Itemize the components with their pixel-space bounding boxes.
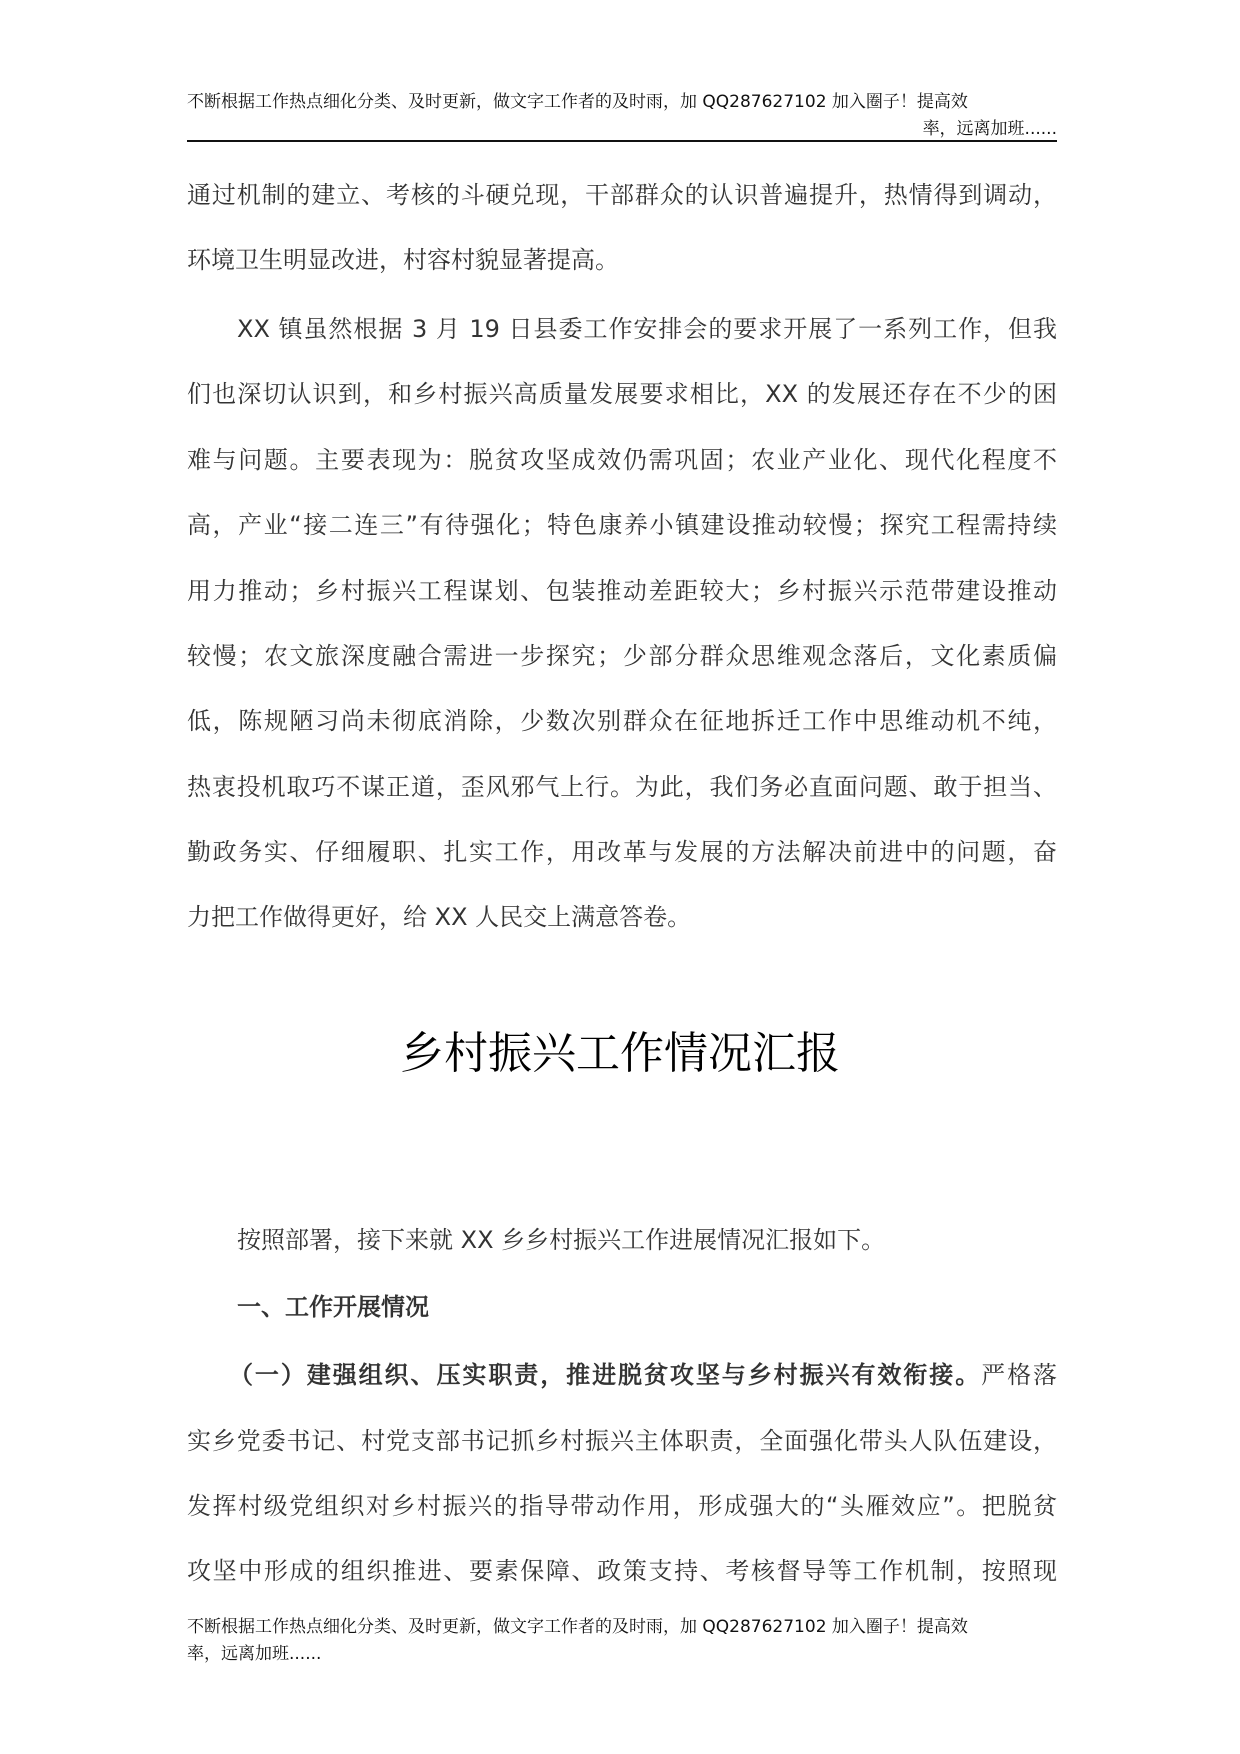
body-line: 实乡党委书记、村党支部书记抓乡村振兴主体职责，全面强化带头人队伍建设， [187, 1427, 1057, 1455]
section-heading: 一、工作开展情况 [237, 1293, 429, 1321]
body-line: 难与问题。主要表现为：脱贫攻坚成效仍需巩固；农业产业化、现代化程度不 [187, 446, 1057, 474]
body-line: 力把工作做得更好，给 XX 人民交上满意答卷。 [187, 903, 692, 931]
header-rule [187, 140, 1057, 142]
body-line: 低，陈规陋习尚未彻底消除，少数次别群众在征地拆迁工作中思维动机不纯， [187, 707, 1057, 735]
page-footer-line1: 不断根据工作热点细化分类、及时更新，做文字工作者的及时雨，加 QQ287627102 加入圈子！提高效 [187, 1617, 968, 1637]
body-line: 较慢；农文旅深度融合需进一步探究；少部分群众思维观念落后，文化素质偏 [187, 642, 1057, 670]
body-line: 发挥村级党组织对乡村振兴的指导带动作用，形成强大的“头雁效应”。把脱贫 [187, 1492, 1057, 1520]
subsection-heading: （一）建强组织、压实职责，推进脱贫攻坚与乡村振兴有效衔接。 [229, 1361, 982, 1389]
body-line: 们也深切认识到，和乡村振兴高质量发展要求相比，XX 的发展还存在不少的困 [187, 380, 1057, 408]
body-line: 环境卫生明显改进，村容村貌显著提高。 [187, 246, 619, 274]
intro-line: 按照部署，接下来就 XX 乡乡村振兴工作进展情况汇报如下。 [237, 1226, 886, 1254]
body-line: 高，产业“接二连三”有待强化；特色康养小镇建设推动较慢；探究工程需持续 [187, 511, 1057, 539]
page-header-line1: 不断根据工作热点细化分类、及时更新，做文字工作者的及时雨，加 QQ287627102 加入圈子！提高效 [187, 92, 968, 112]
body-line: 通过机制的建立、考核的斗硬兑现，干部群众的认识普遍提升，热情得到调动， [187, 181, 1057, 209]
body-line: 热衷投机取巧不谋正道，歪风邪气上行。为此，我们务必直面问题、敢于担当、 [187, 773, 1057, 801]
page-footer-line2: 率，远离加班...... [187, 1644, 322, 1664]
body-line: XX 镇虽然根据 3 月 19 日县委工作安排会的要求开展了一系列工作，但我 [237, 315, 1057, 343]
body-line: 用力推动；乡村振兴工程谋划、包装推动差距较大；乡村振兴示范带建设推动 [187, 577, 1057, 605]
body-line: 攻坚中形成的组织推进、要素保障、政策支持、考核督导等工作机制，按照现 [187, 1557, 1057, 1585]
page-header-line2: 率，远离加班...... [922, 119, 1057, 139]
subsection-line [229, 1360, 1057, 1390]
document-title: 乡村振兴工作情况汇报 [400, 1028, 840, 1079]
subsection-text: 严格落 [981, 1361, 1058, 1389]
body-line: 勤政务实、仔细履职、扎实工作，用改革与发展的方法解决前进中的问题，奋 [187, 838, 1057, 866]
